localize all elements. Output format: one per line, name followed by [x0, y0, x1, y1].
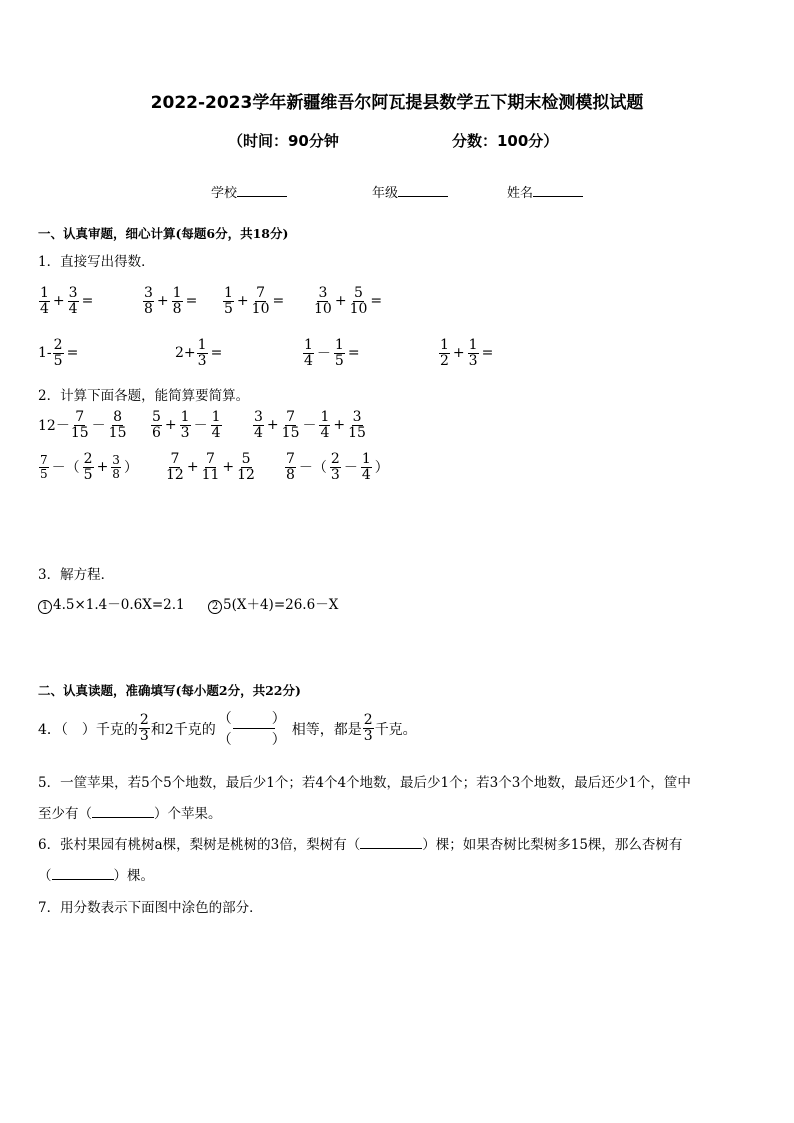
blank-fraction[interactable]: $\frac{( )}{( )}$: [217, 711, 290, 748]
fraction: $\frac{7}{5}$: [40, 453, 48, 481]
q3-label: 3．解方程．: [38, 567, 115, 583]
fraction: $\frac{1}{4}$: [304, 337, 313, 369]
section2-heading: 二、认真读题，准确填写(每小题2分，共22分): [38, 683, 301, 698]
fraction: $\frac{3}{10}$: [314, 285, 332, 317]
q1-expr: $\frac{1}{2}$ + $\frac{1}{3}$ =: [440, 337, 494, 369]
name-label: 姓名: [507, 186, 534, 201]
q7-label: 7．用分数表示下面图中涂色的部分．: [38, 900, 263, 916]
q1-expr: $\frac{1}{4}$ + $\frac{3}{4}$ =: [40, 285, 94, 317]
fraction: $\frac{1}{2}$: [440, 337, 449, 369]
q1-expr: $\frac{3}{10}$ + $\frac{5}{10}$ =: [314, 285, 383, 317]
fraction: $\frac{7}{11}$: [201, 451, 220, 483]
fraction: $\frac{7}{15}$: [70, 409, 89, 441]
q1-expr: 1- $\frac{2}{5}$ =: [38, 337, 79, 369]
answer-blank[interactable]: [52, 867, 114, 880]
section1-heading: 一、认真审题，细心计算(每题6分，共18分): [38, 226, 289, 241]
fraction: $\frac{7}{10}$: [251, 285, 270, 317]
fraction: $\frac{1}{5}$: [224, 285, 233, 317]
answer-blank[interactable]: [360, 836, 422, 849]
fraction: $\frac{1}{4}$: [361, 451, 371, 483]
fraction: $\frac{3}{4}$: [68, 285, 78, 317]
fraction: $\frac{8}{15}$: [108, 409, 127, 441]
fraction: $\frac{3}{8}$: [112, 453, 120, 481]
q3-equation-1: 1 4.5×1.4－0.6X=2.1: [38, 593, 185, 614]
fraction: $\frac{2}{3}$: [330, 451, 340, 483]
fraction: $\frac{7}{15}$: [281, 409, 300, 441]
q2-expr: $\frac{3}{4}$ + $\frac{7}{15}$ － $\frac{1}{4}$ + $\frac{3}{15}$: [254, 409, 366, 441]
fraction: $\frac{2}{3}$: [139, 712, 149, 744]
q2-expr: $\frac{5}{6}$ + $\frac{1}{3}$ － $\frac{1}{4}$: [152, 409, 221, 441]
q2-expr: $\frac{7}{12}$ + $\frac{7}{11}$ + $\frac{5}{12}$: [166, 451, 255, 483]
q4: 4．（ ）千克的 $\frac{2}{3}$ 和2千克的 $\frac{( )}{( )}$ 相等，都是 $\frac{2}{3}$ 千克。: [38, 708, 417, 749]
fraction: $\frac{2}{5}$: [53, 337, 63, 369]
grade-blank[interactable]: [398, 184, 448, 197]
school-blank[interactable]: [237, 184, 287, 197]
fraction: $\frac{2}{5}$: [83, 451, 93, 483]
q6-line1: 6．张村果园有桃树a棵，梨树是桃树的3倍，梨树有（ ）棵；如果杏树比梨树多15棵，那么杏树有: [38, 837, 683, 853]
fraction: $\frac{1}{3}$: [180, 409, 190, 441]
q1-expr: $\frac{1}{4}$ － $\frac{1}{5}$ =: [304, 337, 360, 369]
q1-expr: $\frac{3}{8}$ + $\frac{1}{8}$ =: [144, 285, 198, 317]
grade-field[interactable]: [372, 182, 448, 201]
fraction: $\frac{3}{8}$: [144, 285, 153, 317]
fraction: $\frac{3}{4}$: [254, 409, 263, 441]
fraction: $\frac{1}{5}$: [334, 337, 344, 369]
q1-expr: $\frac{1}{5}$ + $\frac{7}{10}$ =: [224, 285, 285, 317]
grade-label: 年级: [372, 186, 399, 201]
fraction: $\frac{3}{15}$: [348, 409, 366, 441]
name-field[interactable]: [507, 182, 583, 201]
fraction: $\frac{1}{8}$: [172, 285, 182, 317]
q5-line2: 至少有（ ）个苹果。: [38, 806, 222, 822]
circled-number: 2: [208, 600, 222, 614]
fraction: $\frac{1}{4}$: [40, 285, 49, 317]
fraction: $\frac{2}{3}$: [363, 712, 373, 744]
exam-score: 分数：100分）: [452, 132, 559, 150]
school-field[interactable]: [211, 182, 287, 201]
q5-line1: 5．一筐苹果，若5个5个地数，最后少1个；若4个4个地数，最后少1个；若3个3个地数，最后还少1个，筐中: [38, 775, 691, 791]
fraction: $\frac{7}{12}$: [166, 451, 184, 483]
q6-line2: （ ）棵。: [38, 868, 154, 884]
q3-equation-2: 2 5(X＋4)=26.6－X: [208, 593, 338, 614]
fraction: $\frac{1}{3}$: [468, 337, 478, 369]
q2-expr: 12－ $\frac{7}{15}$ － $\frac{8}{15}$: [38, 409, 127, 441]
q2-expr: $\frac{7}{5}$ －（ $\frac{2}{5}$ + $\frac{3}{8}$ ）: [40, 451, 138, 483]
fraction: $\frac{5}{12}$: [237, 451, 255, 483]
q2-label: 2．计算下面各题，能简算要简算。: [38, 388, 250, 404]
fraction: $\frac{1}{4}$: [320, 409, 330, 441]
q1-label: 1．直接写出得数．: [38, 254, 155, 270]
name-blank[interactable]: [533, 184, 583, 197]
fraction: $\frac{5}{6}$: [152, 409, 161, 441]
exam-time: （时间：90分钟: [228, 132, 339, 150]
fraction: $\frac{1}{4}$: [211, 409, 221, 441]
fraction: $\frac{1}{3}$: [197, 337, 207, 369]
page-title: 2022-2023学年新疆维吾尔阿瓦提县数学五下期末检测模拟试题: [150, 93, 644, 113]
school-label: 学校: [211, 186, 238, 201]
q2-expr: $\frac{7}{8}$ －（ $\frac{2}{3}$ － $\frac{1}{4}$ ）: [286, 451, 389, 483]
fraction: $\frac{7}{8}$: [286, 451, 295, 483]
circled-number: 1: [38, 600, 52, 614]
q1-expr: 2+ $\frac{1}{3}$ =: [175, 337, 223, 369]
fraction: $\frac{5}{10}$: [349, 285, 368, 317]
answer-blank[interactable]: [92, 805, 154, 818]
